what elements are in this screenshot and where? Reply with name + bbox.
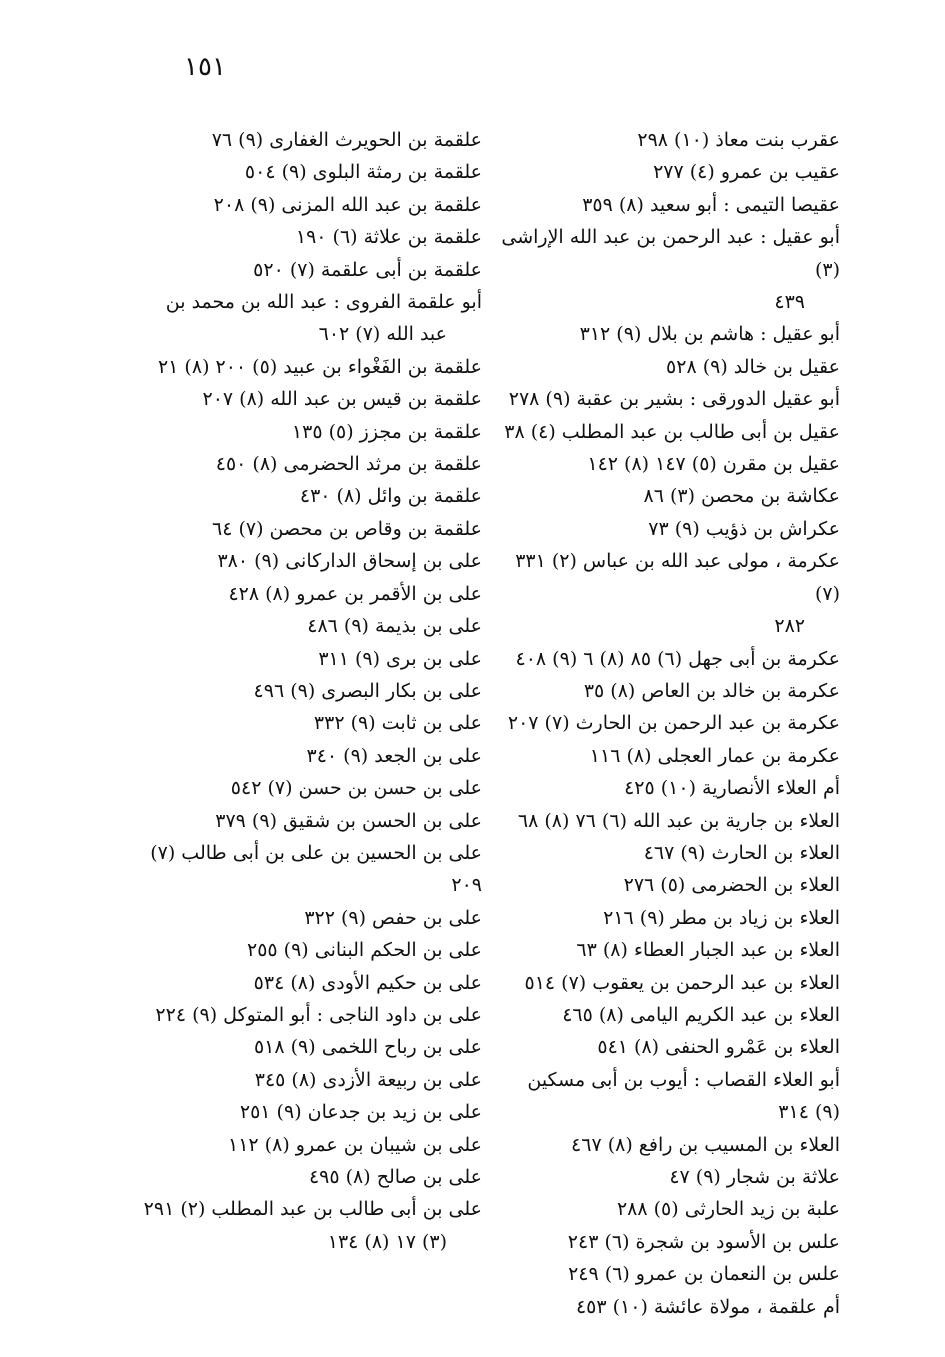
entry-text: على بن ثابت (٩) ٣٣٢ (313, 712, 482, 735)
index-entry (137, 740, 482, 772)
page-number: ١٥١ (184, 52, 226, 82)
entry-text: على بن الحكم البنانى (٩) ٢٥٥ (246, 939, 482, 962)
index-entry (500, 707, 840, 739)
index-entry (500, 934, 840, 966)
index-entry (137, 967, 482, 999)
entry-text: العلاء بن الحضرمى (٥) ٢٧٦ (623, 874, 840, 897)
entry-continuation: (٣) ١٧ (٨) ١٣٤ (327, 1230, 447, 1253)
entry-text: علقمة بن مجزز (٥) ١٣٥ (291, 420, 482, 443)
index-entry (500, 448, 840, 480)
index-entry (137, 416, 482, 448)
entry-text: عقيب بن عمرو (٤) ٢٧٧ (653, 161, 840, 184)
index-entry (137, 934, 482, 966)
index-entry (500, 1291, 840, 1323)
entry-text: علقمة بن أبى علقمة (٧) ٥٢٠ (253, 258, 482, 281)
entry-text: علس بن النعمان بن عمرو (٦) ٢٤٩ (568, 1263, 840, 1286)
entry-text: العلاء بن عبد الجبار العطاء (٨) ٦٣ (576, 939, 840, 962)
index-entry (500, 1161, 840, 1193)
entry-text: أبو عقيل : عبد الرحمن بن عبد الله الإراشى (٣) (501, 226, 840, 281)
index-entry (500, 1129, 840, 1161)
index-entry (500, 1226, 840, 1258)
entry-text: علبة بن زيد الحارثى (٥) ٢٨٨ (616, 1198, 840, 1221)
entry-text: عكاشة بن محصن (٣) ٨٦ (643, 485, 840, 508)
index-entry (500, 902, 840, 934)
index-entry (137, 643, 482, 675)
index-entry (500, 999, 840, 1031)
index-entry (137, 221, 482, 253)
index-entry (137, 902, 482, 934)
entry-text: علقمة بن قيس بن عبد الله (٨) ٢٠٧ (202, 388, 482, 411)
index-entry (500, 383, 840, 415)
index-entry (500, 351, 840, 383)
entry-text: على بن صالح (٨) ٤٩٥ (308, 1166, 482, 1188)
entry-text: العلاء بن المسيب بن رافع (٨) ٤٦٧ (571, 1133, 840, 1156)
entry-text: عكرمة بن خالد بن العاص (٨) ٣٥ (583, 679, 840, 702)
entry-text: أم العلاء الأنصارية (١٠) ٤٢٥ (624, 777, 840, 800)
entry-text: أبو علقمة الفروى : عبد الله بن محمد بن (165, 291, 482, 314)
index-entry (137, 286, 482, 351)
entry-text: العلاء بن عَمْرو الحنفى (٨) ٥٤١ (597, 1036, 840, 1059)
index-entry (137, 1193, 482, 1258)
entry-text: على بن بذيمة (٩) ٤٨٦ (307, 615, 482, 638)
index-entry (137, 837, 482, 902)
entry-text: علاثة بن شجار (٩) ٤٧ (669, 1166, 840, 1188)
index-entry (500, 837, 840, 869)
index-entry (500, 416, 840, 448)
index-entry (137, 383, 482, 415)
index-entry (500, 740, 840, 772)
entry-text: أبو العلاء القصاب : أيوب بن أبى مسكين (٩) ٣١٤ (527, 1068, 840, 1124)
index-entry (137, 675, 482, 707)
entry-text: علقمة بن وقاص بن محصن (٧) ٦٤ (211, 517, 482, 540)
index-entry (137, 1064, 482, 1096)
entry-text: على بن زيد بن جدعان (٩) ٢٥١ (239, 1101, 482, 1124)
index-entry (500, 675, 840, 707)
index-entry (137, 545, 482, 577)
entry-continuation: ٢٨٢ (774, 615, 805, 638)
index-entry (500, 480, 840, 512)
index-entry (500, 156, 840, 188)
index-entry (137, 156, 482, 188)
index-entry (500, 1258, 840, 1290)
index-entry (500, 643, 840, 675)
index-entry (137, 707, 482, 739)
index-entry (500, 869, 840, 901)
entry-text: علقمة بن مرثد الحضرمى (٨) ٤٥٠ (215, 453, 482, 476)
index-entry (500, 189, 840, 221)
index-entry (137, 189, 482, 221)
index-entry (500, 772, 840, 804)
index-entry (137, 1096, 482, 1128)
index-entry (500, 805, 840, 837)
entry-text: عقرب بنت معاذ (١٠) ٢٩٨ (637, 129, 840, 151)
index-column-left (137, 124, 482, 1258)
index-entry (137, 1129, 482, 1161)
index-column-right (500, 124, 840, 1323)
entry-text: عكرمة بن أبى جهل (٦) ٨٥ (٨) ٦ (٩) ٤٠٨ (515, 647, 840, 670)
entry-text: العلاء بن الحارث (٩) ٤٦٧ (643, 841, 840, 864)
entry-continuation: ٤٣٩ (774, 291, 805, 314)
index-entry (500, 318, 840, 350)
index-entry (500, 221, 840, 318)
entry-text: علقمة بن علاثة (٦) ١٩٠ (295, 226, 482, 249)
entry-text: عكرمة ، مولى عبد الله بن عباس (٢) ٣٣١ (٧) (515, 550, 840, 605)
entry-text: عقيل بن خالد (٩) ٥٢٨ (666, 355, 840, 378)
entry-text: على بن إسحاق الداركانى (٩) ٣٨٠ (217, 550, 482, 573)
entry-text: على بن برى (٩) ٣١١ (318, 647, 482, 670)
entry-text: العلاء بن عبد الكريم اليامى (٨) ٤٦٥ (562, 1003, 840, 1026)
entry-text: على بن الحسين بن على بن أبى طالب (٧) ٢٠٩ (150, 841, 482, 897)
index-entry (500, 967, 840, 999)
entry-text: على بن حسن بن حسن (٧) ٥٤٢ (230, 777, 482, 800)
index-entry (137, 254, 482, 286)
entry-text: عكرمة بن عمار العجلى (٨) ١١٦ (589, 744, 840, 767)
entry-text: على بن داود الناجى : أبو المتوكل (٩) ٢٢٤ (155, 1003, 482, 1026)
entry-text: أبو عقيل الدورقى : بشير بن عقبة (٩) ٢٧٨ (508, 388, 840, 411)
entry-text: علقمة بن الفَغْواء بن عبيد (٥) ٢٠٠ (٨) ٢١ (157, 355, 482, 378)
entry-text: علقمة بن وائل (٨) ٤٣٠ (299, 485, 482, 508)
entry-text: على بن الأقمر بن عمرو (٨) ٤٢٨ (228, 582, 482, 605)
entry-text: عقيل بن مقرن (٥) ١٤٧ (٨) ١٤٢ (587, 453, 840, 476)
index-entry (137, 124, 482, 156)
index-entry (137, 513, 482, 545)
entry-text: العلاء بن زياد بن مطر (٩) ٢١٦ (603, 906, 840, 929)
entry-text: علس بن الأسود بن شجرة (٦) ٢٤٣ (567, 1230, 840, 1253)
entry-text: العلاء بن عبد الرحمن بن يعقوب (٧) ٥١٤ (524, 971, 840, 994)
index-entry (137, 999, 482, 1031)
index-entry (137, 772, 482, 804)
entry-text: على بن حكيم الأودى (٨) ٥٣٤ (253, 971, 482, 994)
index-entry (500, 124, 840, 156)
index-entry (137, 448, 482, 480)
index-entry (137, 480, 482, 512)
index-entry (137, 610, 482, 642)
index-entry (500, 545, 840, 642)
index-entry (500, 513, 840, 545)
entry-text: على بن أبى طالب بن عبد المطلب (٢) ٢٩١ (143, 1198, 482, 1221)
entry-text: علقمة بن الحويرث الغفارى (٩) ٧٦ (211, 129, 482, 151)
entry-text: عقيصا التيمى : أبو سعيد (٨) ٣٥٩ (582, 193, 840, 216)
entry-text: على بن رباح اللخمى (٩) ٥١٨ (253, 1036, 482, 1059)
entry-text: أبو عقيل : هاشم بن بلال (٩) ٣١٢ (579, 323, 840, 346)
entry-text: على بن الحسن بن شقيق (٩) ٣٧٩ (215, 809, 482, 832)
entry-continuation: عبد الله (٧) ٦٠٢ (318, 323, 447, 346)
entry-text: أم علقمة ، مولاة عائشة (١٠) ٤٥٣ (575, 1295, 840, 1318)
entry-text: علقمة بن عبد الله المزنى (٩) ٢٠٨ (213, 193, 482, 216)
entry-text: على بن ربيعة الأزدى (٨) ٣٤٥ (254, 1068, 482, 1091)
entry-text: على بن بكار البصرى (٩) ٤٩٦ (253, 679, 482, 702)
entry-text: على بن شيبان بن عمرو (٨) ١١٢ (228, 1133, 482, 1156)
index-entry (137, 351, 482, 383)
entry-text: على بن حفص (٩) ٣٢٢ (304, 906, 482, 929)
index-entry (137, 1161, 482, 1193)
index-entry (500, 1193, 840, 1225)
index-entry (137, 805, 482, 837)
entry-text: عقيل بن أبى طالب بن عبد المطلب (٤) ٣٨ (504, 420, 840, 443)
index-entry (500, 1064, 840, 1129)
index-entry (137, 578, 482, 610)
entry-text: علقمة بن رمثة البلوى (٩) ٥٠٤ (244, 161, 482, 184)
entry-text: عكراش بن ذؤيب (٩) ٧٣ (648, 517, 840, 540)
index-entry (500, 1031, 840, 1063)
entry-text: العلاء بن جارية بن عبد الله (٦) ٧٦ (٨) ٦٨ (517, 809, 840, 832)
entry-text: عكرمة بن عبد الرحمن بن الحارث (٧) ٢٠٧ (507, 712, 840, 735)
index-entry (137, 1031, 482, 1063)
entry-text: على بن الجعد (٩) ٣٤٠ (306, 744, 482, 767)
